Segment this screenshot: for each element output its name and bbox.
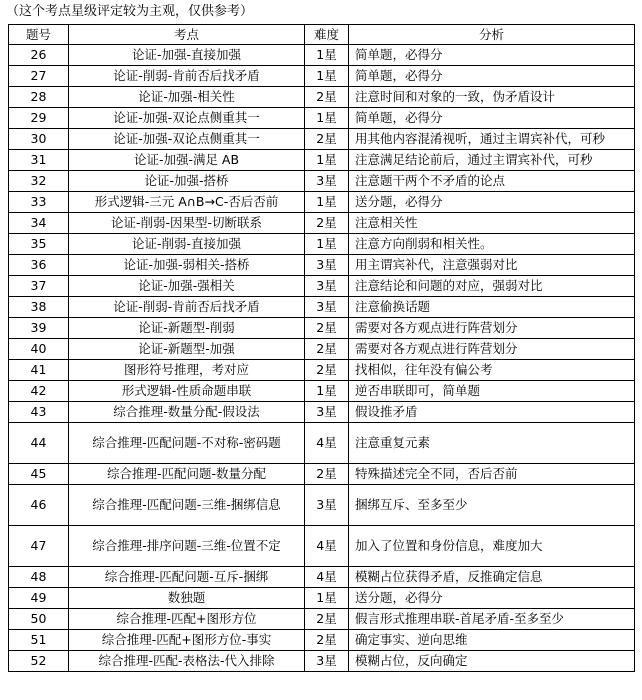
cell-question-no: 47 [9,526,69,567]
cell-topic: 综合推理-排序问题-三维-位置不定 [69,526,305,567]
cell-question-no: 30 [9,129,69,150]
cell-question-no: 35 [9,234,69,255]
table-row [9,402,635,423]
table-row [9,150,635,171]
table-row [9,255,635,276]
table-row [9,171,635,192]
cell-topic: 综合推理-匹配+图形方位 [69,609,305,630]
cell-difficulty: 4星 [305,567,349,588]
cell-topic: 论证-削弱-肯前否后找矛盾 [69,66,305,87]
cell-analysis: 假设推矛盾 [349,402,635,423]
table-row [9,651,635,672]
cell-topic: 综合推理-匹配-表格法-代入排除 [69,651,305,672]
cell-analysis: 找相似，往年没有偏公考 [349,360,635,381]
header-difficulty: 难度 [305,25,349,45]
cell-difficulty: 3星 [305,276,349,297]
cell-difficulty: 1星 [305,45,349,66]
cell-analysis: 简单题，必得分 [349,45,635,66]
cell-analysis: 模糊占位获得矛盾，反推确定信息 [349,567,635,588]
table-row [9,630,635,651]
table-row [9,234,635,255]
cell-question-no: 27 [9,66,69,87]
cell-analysis: 注意重复元素 [349,423,635,464]
cell-analysis: 注意偷换话题 [349,297,635,318]
cell-question-no: 38 [9,297,69,318]
table-row [9,87,635,108]
cell-question-no: 50 [9,609,69,630]
table-row [9,485,635,526]
cell-difficulty: 1星 [305,66,349,87]
cell-difficulty: 2星 [305,464,349,485]
cell-analysis: 注意相关性 [349,213,635,234]
cell-difficulty: 1星 [305,192,349,213]
cell-topic: 形式逻辑-三元 A∩B→C-否后否前 [69,192,305,213]
cell-analysis: 逆否串联即可，简单题 [349,381,635,402]
cell-question-no: 40 [9,339,69,360]
cell-question-no: 51 [9,630,69,651]
cell-difficulty: 2星 [305,129,349,150]
cell-difficulty: 3星 [305,485,349,526]
cell-topic: 论证-新题型-加强 [69,339,305,360]
cell-difficulty: 2星 [305,318,349,339]
cell-topic: 综合推理-匹配问题-三维-捆绑信息 [69,485,305,526]
cell-question-no: 45 [9,464,69,485]
cell-question-no: 36 [9,255,69,276]
table-row [9,129,635,150]
table-row [9,213,635,234]
table-row [9,588,635,609]
cell-analysis: 用主谓宾补代，注意强弱对比 [349,255,635,276]
cell-topic: 数独题 [69,588,305,609]
table-row [9,297,635,318]
cell-topic: 论证-加强-相关性 [69,87,305,108]
table-row [9,66,635,87]
cell-analysis: 注意方向削弱和相关性。 [349,234,635,255]
cell-difficulty: 3星 [305,402,349,423]
cell-difficulty: 1星 [305,234,349,255]
cell-question-no: 32 [9,171,69,192]
cell-difficulty: 2星 [305,339,349,360]
cell-question-no: 29 [9,108,69,129]
cell-topic: 综合推理-匹配问题-互斥-捆绑 [69,567,305,588]
cell-analysis: 送分题，必得分 [349,192,635,213]
cell-topic: 论证-新题型-削弱 [69,318,305,339]
cell-topic: 论证-加强-强相关 [69,276,305,297]
cell-analysis: 注意时间和对象的一致，伪矛盾设计 [349,87,635,108]
cell-difficulty: 2星 [305,609,349,630]
cell-difficulty: 1星 [305,108,349,129]
header-question-no: 题号 [9,25,69,45]
cell-topic: 图形符号推理，考对应 [69,360,305,381]
cell-analysis: 送分题，必得分 [349,588,635,609]
cell-difficulty: 3星 [305,171,349,192]
analysis-table [8,24,635,672]
cell-topic: 综合推理-匹配问题-数量分配 [69,464,305,485]
cell-analysis: 加入了位置和身份信息，难度加大 [349,526,635,567]
table-row [9,276,635,297]
table-row [9,360,635,381]
cell-question-no: 34 [9,213,69,234]
cell-difficulty: 4星 [305,423,349,464]
cell-analysis: 模糊占位，反向确定 [349,651,635,672]
table-row [9,192,635,213]
cell-difficulty: 3星 [305,255,349,276]
cell-topic: 综合推理-匹配问题-不对称-密码题 [69,423,305,464]
cell-question-no: 39 [9,318,69,339]
cell-question-no: 52 [9,651,69,672]
cell-analysis: 注意满足结论前后，通过主谓宾补代，可秒 [349,150,635,171]
cell-question-no: 31 [9,150,69,171]
cell-topic: 论证-加强-双论点侧重其一 [69,129,305,150]
header-analysis: 分析 [349,25,635,45]
cell-question-no: 37 [9,276,69,297]
cell-question-no: 33 [9,192,69,213]
table-row [9,423,635,464]
cell-topic: 论证-加强-弱相关-搭桥 [69,255,305,276]
table-row [9,464,635,485]
table-row [9,339,635,360]
cell-difficulty: 3星 [305,297,349,318]
cell-topic: 论证-加强-满足 AB [69,150,305,171]
cell-question-no: 48 [9,567,69,588]
cell-topic: 论证-加强-搭桥 [69,171,305,192]
cell-topic: 综合推理-匹配+图形方位-事实 [69,630,305,651]
cell-analysis: 特殊描述完全不同，否后否前 [349,464,635,485]
cell-difficulty: 1星 [305,588,349,609]
cell-topic: 论证-削弱-肯前否后找矛盾 [69,297,305,318]
cell-analysis: 需要对各方观点进行阵营划分 [349,318,635,339]
cell-topic: 综合推理-数量分配-假设法 [69,402,305,423]
table-row [9,108,635,129]
cell-difficulty: 2星 [305,87,349,108]
cell-question-no: 26 [9,45,69,66]
table-row [9,318,635,339]
cell-difficulty: 1星 [305,381,349,402]
cell-topic: 论证-削弱-直接加强 [69,234,305,255]
cell-analysis: 用其他内容混淆视听，通过主谓宾补代，可秒 [349,129,635,150]
cell-topic: 论证-加强-直接加强 [69,45,305,66]
header-topic: 考点 [69,25,305,45]
cell-question-no: 42 [9,381,69,402]
cell-question-no: 44 [9,423,69,464]
table-note: （这个考点星级评定较为主观，仅供参考） [6,4,254,19]
table-row [9,567,635,588]
cell-difficulty: 2星 [305,213,349,234]
cell-question-no: 49 [9,588,69,609]
cell-difficulty: 1星 [305,150,349,171]
cell-analysis: 确定事实、逆向思维 [349,630,635,651]
cell-difficulty: 2星 [305,360,349,381]
cell-analysis: 需要对各方观点进行阵营划分 [349,339,635,360]
table-row [9,45,635,66]
cell-topic: 论证-加强-双论点侧重其一 [69,108,305,129]
cell-topic: 论证-削弱-因果型-切断联系 [69,213,305,234]
cell-analysis: 注意结论和问题的对应，强弱对比 [349,276,635,297]
cell-analysis: 注意题干两个不矛盾的论点 [349,171,635,192]
cell-analysis: 捆绑互斥、至多至少 [349,485,635,526]
cell-question-no: 28 [9,87,69,108]
cell-topic: 形式逻辑-性质命题串联 [69,381,305,402]
table-row [9,381,635,402]
cell-difficulty: 2星 [305,630,349,651]
table-body [9,45,635,672]
table-row [9,609,635,630]
cell-analysis: 简单题，必得分 [349,108,635,129]
table-header-row [9,25,635,45]
cell-analysis: 简单题，必得分 [349,66,635,87]
cell-difficulty: 3星 [305,651,349,672]
cell-analysis: 假言形式推理串联-首尾矛盾-至多至少 [349,609,635,630]
table-row [9,526,635,567]
cell-question-no: 43 [9,402,69,423]
cell-question-no: 46 [9,485,69,526]
cell-difficulty: 4星 [305,526,349,567]
cell-question-no: 41 [9,360,69,381]
